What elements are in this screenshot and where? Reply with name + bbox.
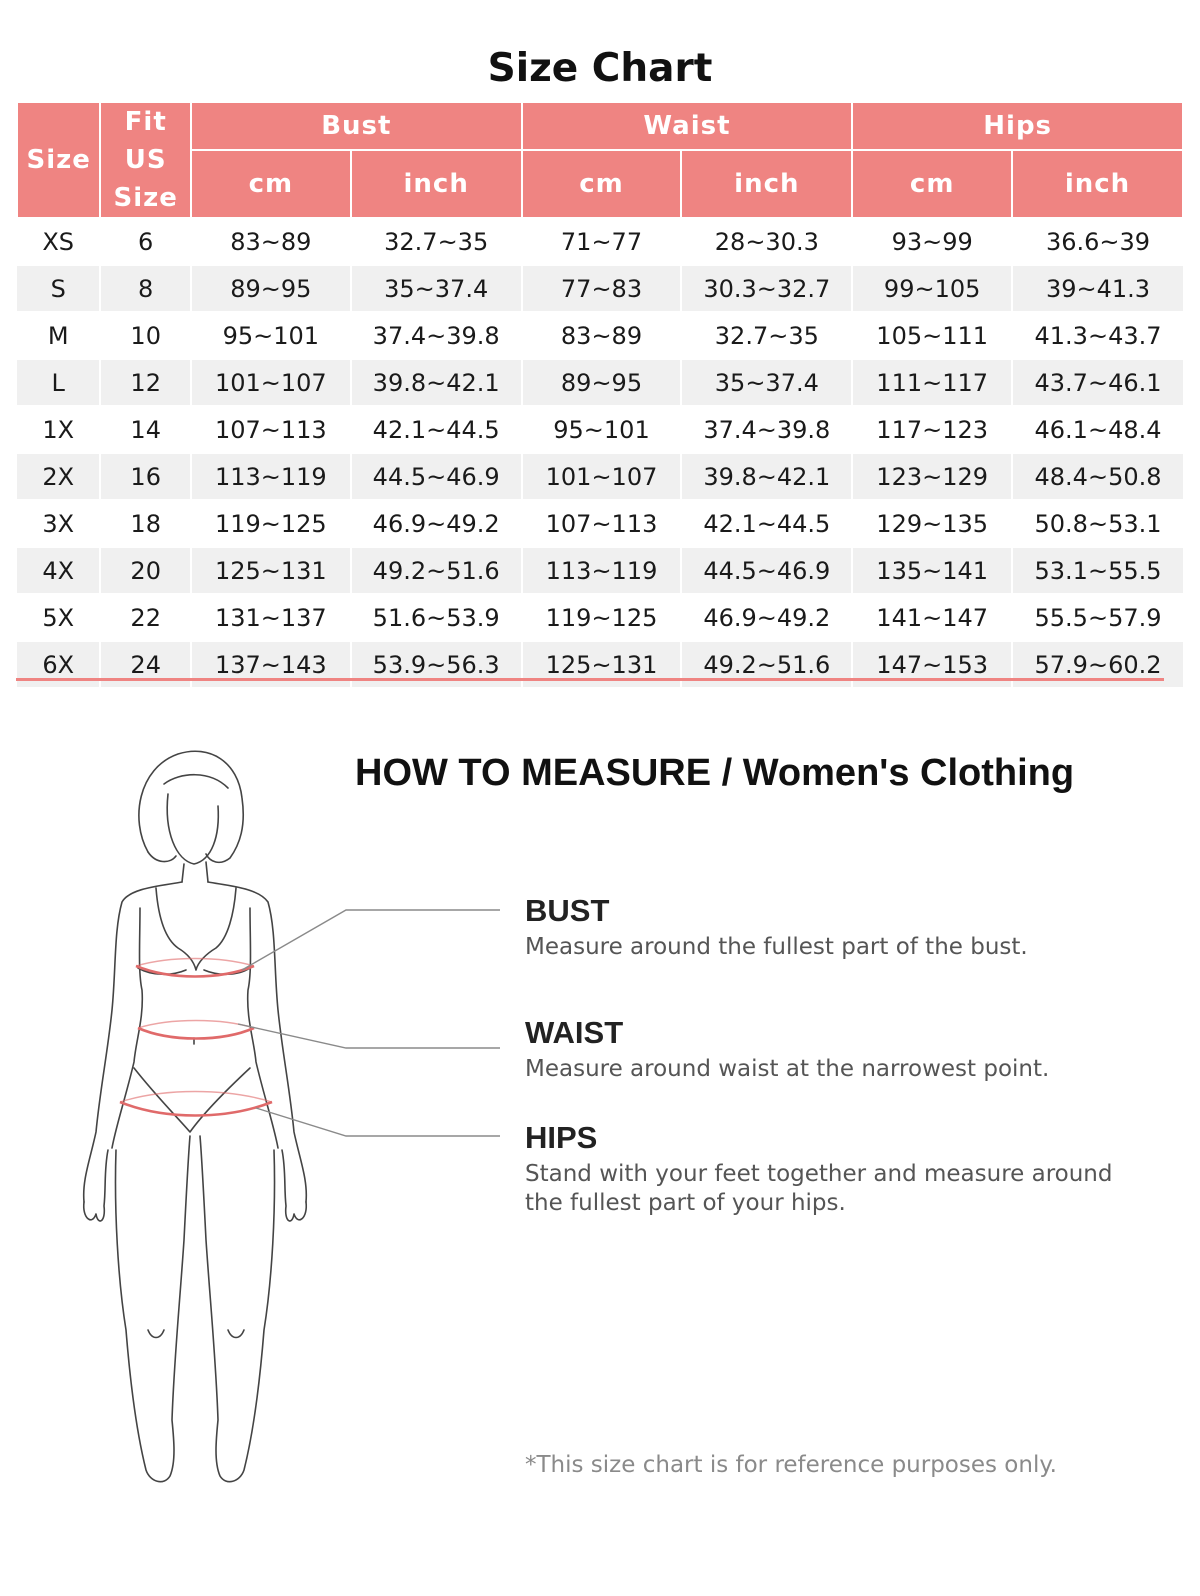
table-cell: 129~135: [852, 500, 1012, 547]
bra-neckline: [156, 888, 236, 970]
size-chart-body: [17, 218, 1183, 687]
table-row: [17, 594, 1183, 641]
table-cell: 35~37.4: [681, 359, 852, 406]
table-cell: 32.7~35: [351, 218, 522, 265]
table-row: [17, 359, 1183, 406]
size-chart-table: [16, 101, 1184, 687]
table-cell: 2X: [17, 453, 100, 500]
table-cell: 53.9~56.3: [351, 641, 522, 687]
table-cell: 57.9~60.2: [1012, 641, 1183, 687]
table-cell: 135~141: [852, 547, 1012, 594]
bust-description: Measure around the fullest part of the bust.: [525, 934, 1028, 960]
table-cell: 113~119: [191, 453, 351, 500]
table-cell: 6: [100, 218, 191, 265]
face-outline: [167, 794, 218, 864]
hips-description-line: Stand with your feet together and measure around: [525, 1161, 1113, 1187]
table-cell: 24: [100, 641, 191, 687]
table-row: [17, 312, 1183, 359]
table-cell: 55.5~57.9: [1012, 594, 1183, 641]
table-underline: [16, 678, 1164, 681]
table-cell: 51.6~53.9: [351, 594, 522, 641]
table-cell: 18: [100, 500, 191, 547]
table-row: [17, 265, 1183, 312]
table-cell: 12: [100, 359, 191, 406]
table-cell: 44.5~46.9: [351, 453, 522, 500]
header-bust: Bust: [191, 102, 522, 150]
bust-section: [525, 893, 1165, 962]
table-cell: 5X: [17, 594, 100, 641]
table-cell: 28~30.3: [681, 218, 852, 265]
table-cell: 44.5~46.9: [681, 547, 852, 594]
table-cell: 22: [100, 594, 191, 641]
hips-label: HIPS: [525, 1120, 598, 1155]
header-bust-cm: cm: [191, 150, 351, 218]
header-hips-cm: cm: [852, 150, 1012, 218]
table-cell: 39~41.3: [1012, 265, 1183, 312]
header-waist: Waist: [522, 102, 853, 150]
left-leg: [115, 1136, 190, 1482]
table-cell: 46.9~49.2: [681, 594, 852, 641]
table-cell: 125~131: [191, 547, 351, 594]
right-hand: [282, 1150, 306, 1221]
right-arm-outer: [208, 882, 306, 1202]
table-cell: 89~95: [191, 265, 351, 312]
table-cell: 4X: [17, 547, 100, 594]
left-arm-outer: [84, 882, 182, 1202]
header-hips: Hips: [852, 102, 1183, 150]
table-row: [17, 218, 1183, 265]
table-cell: 43.7~46.1: [1012, 359, 1183, 406]
table-cell: 119~125: [522, 594, 682, 641]
hair-part: [164, 775, 228, 788]
table-cell: 89~95: [522, 359, 682, 406]
table-cell: 101~107: [522, 453, 682, 500]
table-row: [17, 500, 1183, 547]
table-cell: 39.8~42.1: [681, 453, 852, 500]
table-cell: 42.1~44.5: [351, 406, 522, 453]
table-cell: 93~99: [852, 218, 1012, 265]
table-cell: 48.4~50.8: [1012, 453, 1183, 500]
table-cell: 111~117: [852, 359, 1012, 406]
table-cell: 141~147: [852, 594, 1012, 641]
table-cell: 49.2~51.6: [351, 547, 522, 594]
briefs-outline: [134, 1068, 250, 1132]
table-cell: 113~119: [522, 547, 682, 594]
how-to-measure-title: HOW TO MEASURE / Women's Clothing: [355, 752, 1075, 794]
table-cell: 107~113: [191, 406, 351, 453]
hips-section: [525, 1120, 1165, 1218]
table-cell: 125~131: [522, 641, 682, 687]
table-cell: 1X: [17, 406, 100, 453]
header-fit-us-size: [100, 102, 191, 218]
table-cell: 16: [100, 453, 191, 500]
left-hand: [84, 1150, 108, 1221]
table-cell: 117~123: [852, 406, 1012, 453]
header-waist-inch: inch: [681, 150, 852, 218]
hair-outline: [139, 751, 243, 862]
table-cell: 137~143: [191, 641, 351, 687]
waist-label: WAIST: [525, 1015, 624, 1050]
header-fit-line: US: [124, 145, 167, 175]
reference-footnote: *This size chart is for reference purposes only.: [525, 1452, 1057, 1478]
table-cell: 8: [100, 265, 191, 312]
table-cell: 83~89: [522, 312, 682, 359]
table-cell: 101~107: [191, 359, 351, 406]
table-cell: 95~101: [191, 312, 351, 359]
header-hips-inch: inch: [1012, 150, 1183, 218]
table-cell: 49.2~51.6: [681, 641, 852, 687]
header-size: Size: [17, 102, 100, 218]
table-cell: L: [17, 359, 100, 406]
waist-description: Measure around waist at the narrowest point.: [525, 1056, 1050, 1082]
waist-measure-line: [138, 1028, 254, 1039]
table-row: [17, 406, 1183, 453]
hair-tip: [148, 852, 176, 862]
body-figure-illustration: [60, 740, 520, 1500]
page-title: Size Chart: [487, 46, 713, 91]
table-cell: 123~129: [852, 453, 1012, 500]
header-fit-line: Fit: [124, 107, 167, 137]
header-bust-inch: inch: [351, 150, 522, 218]
header-fit-line: Size: [113, 183, 178, 213]
table-cell: 95~101: [522, 406, 682, 453]
table-cell: 119~125: [191, 500, 351, 547]
right-leg: [200, 1136, 275, 1482]
knees: [148, 1330, 244, 1338]
table-cell: 46.1~48.4: [1012, 406, 1183, 453]
table-cell: 107~113: [522, 500, 682, 547]
table-cell: 131~137: [191, 594, 351, 641]
hips-description: [525, 1160, 1165, 1218]
table-cell: M: [17, 312, 100, 359]
table-cell: 32.7~35: [681, 312, 852, 359]
table-cell: 35~37.4: [351, 265, 522, 312]
table-cell: S: [17, 265, 100, 312]
table-cell: 3X: [17, 500, 100, 547]
table-cell: 77~83: [522, 265, 682, 312]
table-cell: 20: [100, 547, 191, 594]
table-row: [17, 547, 1183, 594]
table-cell: 10: [100, 312, 191, 359]
waist-leader-line: [238, 1024, 500, 1048]
table-cell: 46.9~49.2: [351, 500, 522, 547]
table-cell: 147~153: [852, 641, 1012, 687]
table-cell: 41.3~43.7: [1012, 312, 1183, 359]
bust-label: BUST: [525, 893, 610, 928]
table-cell: 39.8~42.1: [351, 359, 522, 406]
table-cell: 42.1~44.5: [681, 500, 852, 547]
header-waist-cm: cm: [522, 150, 682, 218]
table-row: [17, 453, 1183, 500]
hips-description-line: the fullest part of your hips.: [525, 1190, 846, 1216]
table-cell: 6X: [17, 641, 100, 687]
table-cell: 37.4~39.8: [351, 312, 522, 359]
table-cell: 71~77: [522, 218, 682, 265]
table-cell: 14: [100, 406, 191, 453]
neck: [182, 862, 208, 882]
table-cell: 99~105: [852, 265, 1012, 312]
hips-measure-line: [120, 1102, 272, 1116]
table-cell: 83~89: [191, 218, 351, 265]
table-cell: 36.6~39: [1012, 218, 1183, 265]
table-cell: 30.3~32.7: [681, 265, 852, 312]
table-cell: 53.1~55.5: [1012, 547, 1183, 594]
table-cell: XS: [17, 218, 100, 265]
bust-leader-line: [242, 910, 500, 970]
table-cell: 50.8~53.1: [1012, 500, 1183, 547]
table-cell: 37.4~39.8: [681, 406, 852, 453]
waist-section: [525, 1015, 1165, 1084]
table-cell: 105~111: [852, 312, 1012, 359]
